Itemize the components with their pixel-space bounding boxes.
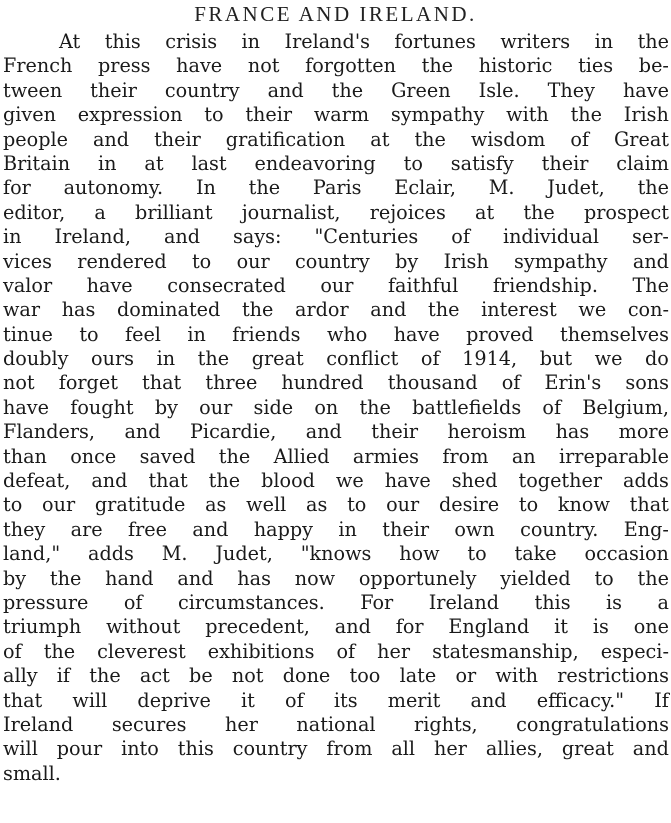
article-body bbox=[3, 30, 669, 786]
article-line: Ireland secures her national rights, congratulations bbox=[3, 712, 669, 736]
article-line: in Ireland, and says: "Centuries of individual ser- bbox=[3, 225, 669, 249]
article-line: they are free and happy in their own country. Eng- bbox=[3, 517, 669, 541]
article-line: valor have consecrated our faithful friendship. The bbox=[3, 273, 669, 297]
article-title: FRANCE AND IRELAND. bbox=[194, 2, 477, 26]
article-line: French press have not forgotten the historic ties be- bbox=[3, 54, 669, 78]
article-line: At this crisis in Ireland's fortunes writers in the bbox=[59, 30, 669, 53]
article-line: than once saved the Allied armies from an irreparable bbox=[3, 444, 669, 468]
article-line: to our gratitude as well as to our desire to know that bbox=[3, 493, 669, 517]
article-line: Britain in at last endeavoring to satisfy their claim bbox=[3, 151, 669, 175]
article-line: by the hand and has now opportunely yielded to the bbox=[3, 566, 669, 590]
article-line: land," adds M. Judet, "knows how to take occasion bbox=[3, 542, 669, 566]
article-line: small. bbox=[3, 761, 61, 785]
article-line: tinue to feel in friends who have proved themselves bbox=[3, 322, 669, 346]
article-line: editor, a brilliant journalist, rejoices at the prospect bbox=[3, 200, 669, 224]
article-line: given expression to their warm sympathy with the Irish bbox=[3, 103, 669, 127]
article-line: vices rendered to our country by Irish sympathy and bbox=[3, 249, 669, 273]
article-line: ally if the act be not done too late or with restrictions bbox=[3, 664, 669, 688]
article-line: people and their gratification at the wisdom of Great bbox=[3, 127, 669, 151]
article-line: Flanders, and Picardie, and their heroism has more bbox=[3, 420, 669, 444]
article-line: for autonomy. In the Paris Eclair, M. Judet, the bbox=[3, 176, 669, 200]
article-line: of the cleverest exhibitions of her statesmanship, especi- bbox=[3, 639, 669, 663]
article-line: have fought by our side on the battlefields of Belgium, bbox=[3, 395, 669, 419]
article-line: triumph without precedent, and for England it is one bbox=[3, 615, 669, 639]
article-line: that will deprive it of its merit and efficacy." If bbox=[3, 688, 669, 712]
article-line: doubly ours in the great conflict of 1914, but we do bbox=[3, 347, 669, 371]
article-line: not forget that three hundred thousand of Erin's sons bbox=[3, 371, 669, 395]
article-line: will pour into this country from all her allies, great and bbox=[3, 737, 669, 761]
article-line: war has dominated the ardor and the interest we con- bbox=[3, 298, 669, 322]
article-line: defeat, and that the blood we have shed together adds bbox=[3, 469, 669, 493]
article-line: pressure of circumstances. For Ireland this is a bbox=[3, 590, 669, 614]
article-line: tween their country and the Green Isle. They have bbox=[3, 78, 669, 102]
